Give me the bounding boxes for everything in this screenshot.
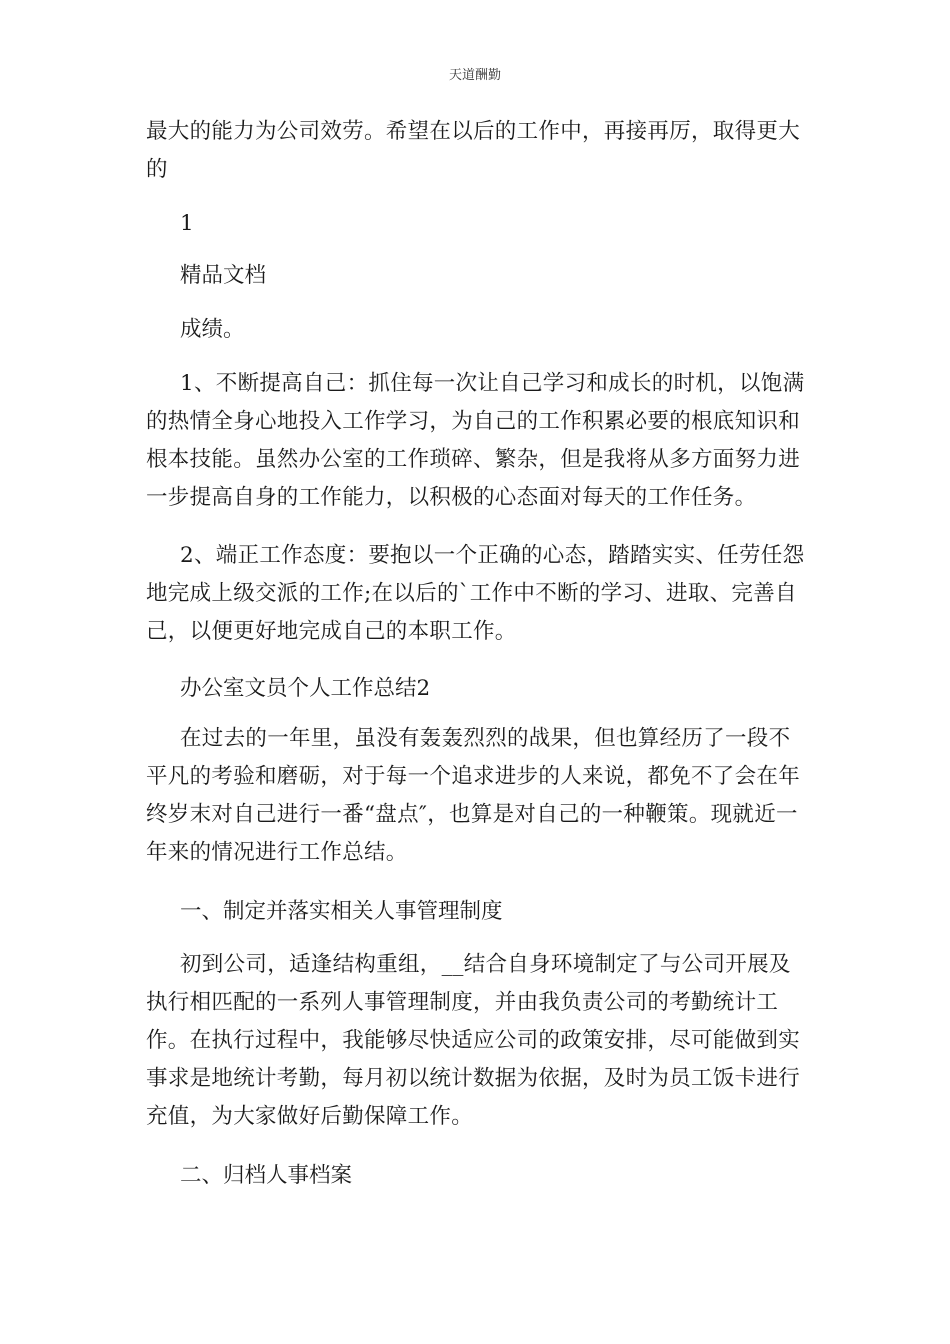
paragraph-short: 成绩。 bbox=[180, 317, 245, 342]
subsection-heading-1: 一、制定并落实相关人事管理制度 bbox=[180, 899, 503, 924]
paragraph-intro: 在过去的一年里，虽没有轰轰烈烈的战果，但也算经历了一段不平凡的考验和磨砺，对于每一个追求进步的人来说，都免不了会在年终岁末对自己进行一番“盘点″，也算是对自己的一种鞭策。现就近一年来的情况进行工作总结。 bbox=[146, 726, 801, 865]
page-header: 天道酬勤 bbox=[448, 68, 501, 83]
section-title: 办公室文员个人工作总结2 bbox=[180, 676, 431, 701]
paragraph-subsection-1: 初到公司，适逢结构重组，__结合自身环境制定了与公司开展及执行相匹配的一系列人事管理制度，并由我负责公司的考勤统计工作。在执行过程中，我能够尽快适应公司的政策安排，尽可能做到实事求是地统计考勤，每月初以统计数据为依据，及时为员工饭卡进行充值，为大家做好后勤保障工作。 bbox=[146, 952, 801, 1129]
paragraph-item-2: 2、端正工作态度：要抱以一个正确的心态，踏踏实实、任劳任怨地完成上级交派的工作;在以后的`工作中不断的学习、进取、完善自己，以便更好地完成自己的本职工作。 bbox=[146, 543, 805, 644]
subsection-heading-2: 二、归档人事档案 bbox=[180, 1163, 353, 1188]
page-number: 1 bbox=[180, 211, 194, 236]
paragraph-item-1: 1、不断提高自己：抓住每一次让自己学习和成长的时机，以饱满的热情全身心地投入工作学习，为自己的工作积累必要的根底知识和根本技能。虽然办公室的工作琐碎、繁杂，但是我将从多方面努力进一步提高自身的工作能力，以积极的心态面对每天的工作任务。 bbox=[146, 371, 805, 510]
watermark-label: 精品文档 bbox=[180, 263, 267, 288]
paragraph-continuation: 最大的能力为公司效劳。希望在以后的工作中，再接再厉，取得更大的 bbox=[146, 119, 801, 182]
